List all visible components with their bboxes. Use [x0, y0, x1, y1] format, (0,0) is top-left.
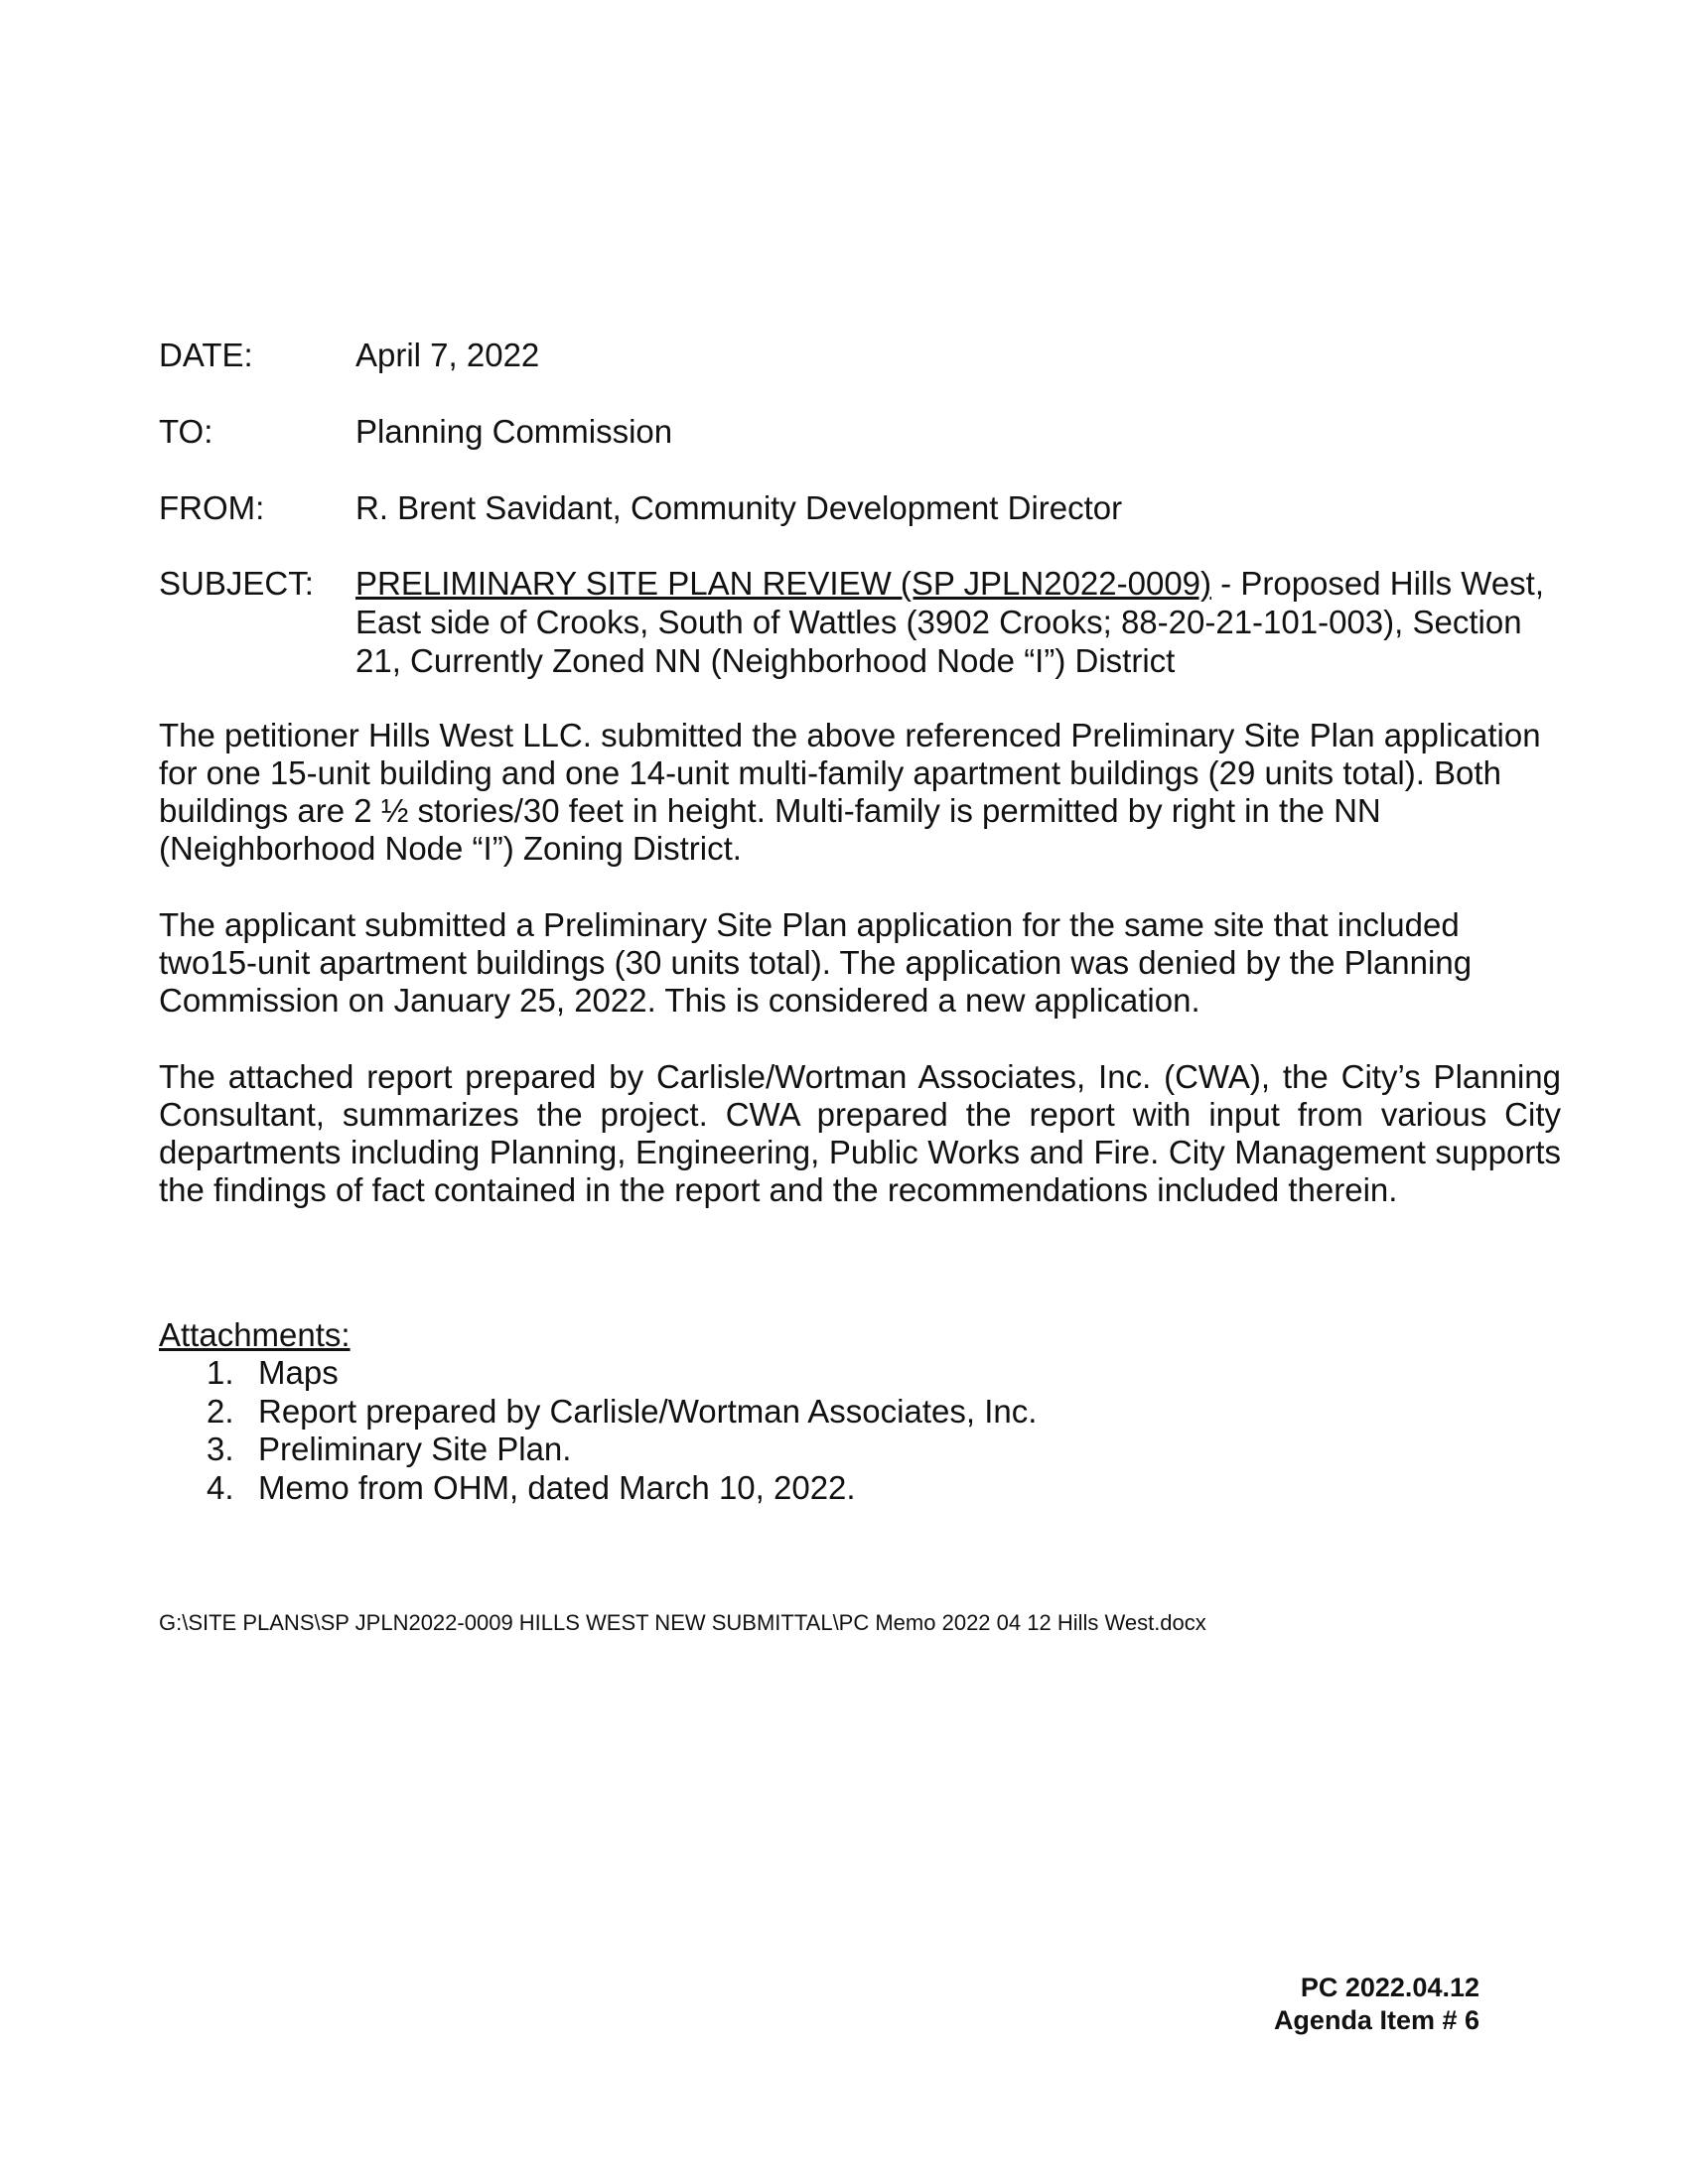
list-item-text: Memo from OHM, dated March 10, 2022.	[258, 1468, 856, 1506]
p3-line2: Consultant, summarizes the project. CWA prepared the report with input from various City	[159, 1096, 1561, 1133]
list-item	[159, 1393, 1037, 1432]
to-value: Planning Commission	[355, 413, 673, 450]
p2-line3: Commission on January 25, 2022. This is considered a new application.	[159, 982, 1200, 1019]
p1-line3: buildings are 2 ½ stories/30 feet in height. Multi-family is permitted by right in the NN	[159, 792, 1381, 829]
subject-line2: East side of Crooks, South of Wattles (3902 Crooks; 88-20-21-101-003), Section	[355, 604, 1522, 640]
to-label: TO:	[159, 413, 213, 450]
agenda-reference	[1274, 1972, 1479, 2037]
subject-line1-rest: - Proposed Hills West,	[1211, 565, 1545, 602]
paragraph-report	[159, 1058, 1561, 1209]
list-item	[159, 1354, 1037, 1393]
attachments-heading: Attachments:	[159, 1316, 351, 1353]
p2-line2: two15-unit apartment buildings (30 units total). The application was denied by the Planning	[159, 944, 1473, 981]
subject-reference: PRELIMINARY SITE PLAN REVIEW (SP JPLN2022-0009)	[355, 565, 1212, 602]
from-value: R. Brent Savidant, Community Development Director	[355, 489, 1123, 526]
date-value: April 7, 2022	[355, 337, 540, 373]
list-item-number: 2.	[207, 1392, 234, 1430]
subject-value	[355, 564, 1545, 680]
p1-line4: (Neighborhood Node “I”) Zoning District.	[159, 830, 742, 867]
paragraph-prior-application	[159, 906, 1569, 1020]
from-label: FROM:	[159, 489, 265, 526]
list-item-number: 4.	[207, 1468, 234, 1506]
paragraph-petition	[159, 717, 1569, 868]
p1-line1: The petitioner Hills West LLC. submitted the above referenced Preliminary Site Plan application	[159, 717, 1541, 753]
p3-line3: departments including Planning, Engineering, Public Works and Fire. City Management supports	[159, 1134, 1561, 1170]
list-item	[159, 1469, 1037, 1508]
p1-line2: for one 15-unit building and one 14-unit multi-family apartment buildings (29 units total). Both	[159, 754, 1501, 791]
agenda-item: Agenda Item # 6	[1273, 2005, 1479, 2035]
p3-line4: the findings of fact contained in the report and the recommendations included therein.	[159, 1171, 1398, 1208]
list-item-number: 3.	[207, 1431, 234, 1467]
date-label: DATE:	[159, 337, 253, 373]
agenda-meeting: PC 2022.04.12	[1300, 1973, 1479, 2002]
file-path: G:\SITE PLANS\SP JPLN2022-0009 HILLS WEST NEW SUBMITTAL\PC Memo 2022 04 12 Hills West.docx	[159, 1610, 1206, 1635]
p3-line1: The attached report prepared by Carlisle/Wortman Associates, Inc. (CWA), the City’s Planning	[159, 1058, 1561, 1095]
subject-line3: 21, Currently Zoned NN (Neighborhood Node “I”) District	[355, 642, 1176, 679]
attachments-list	[159, 1354, 1037, 1507]
p2-line1: The applicant submitted a Preliminary Site Plan application for the same site that included	[159, 906, 1460, 943]
list-item	[159, 1431, 1037, 1469]
subject-label: SUBJECT:	[159, 565, 314, 602]
list-item-text: Maps	[258, 1354, 339, 1391]
list-item-number: 1.	[207, 1354, 234, 1391]
list-item-text: Preliminary Site Plan.	[258, 1431, 572, 1467]
list-item-text: Report prepared by Carlisle/Wortman Associates, Inc.	[258, 1392, 1038, 1430]
